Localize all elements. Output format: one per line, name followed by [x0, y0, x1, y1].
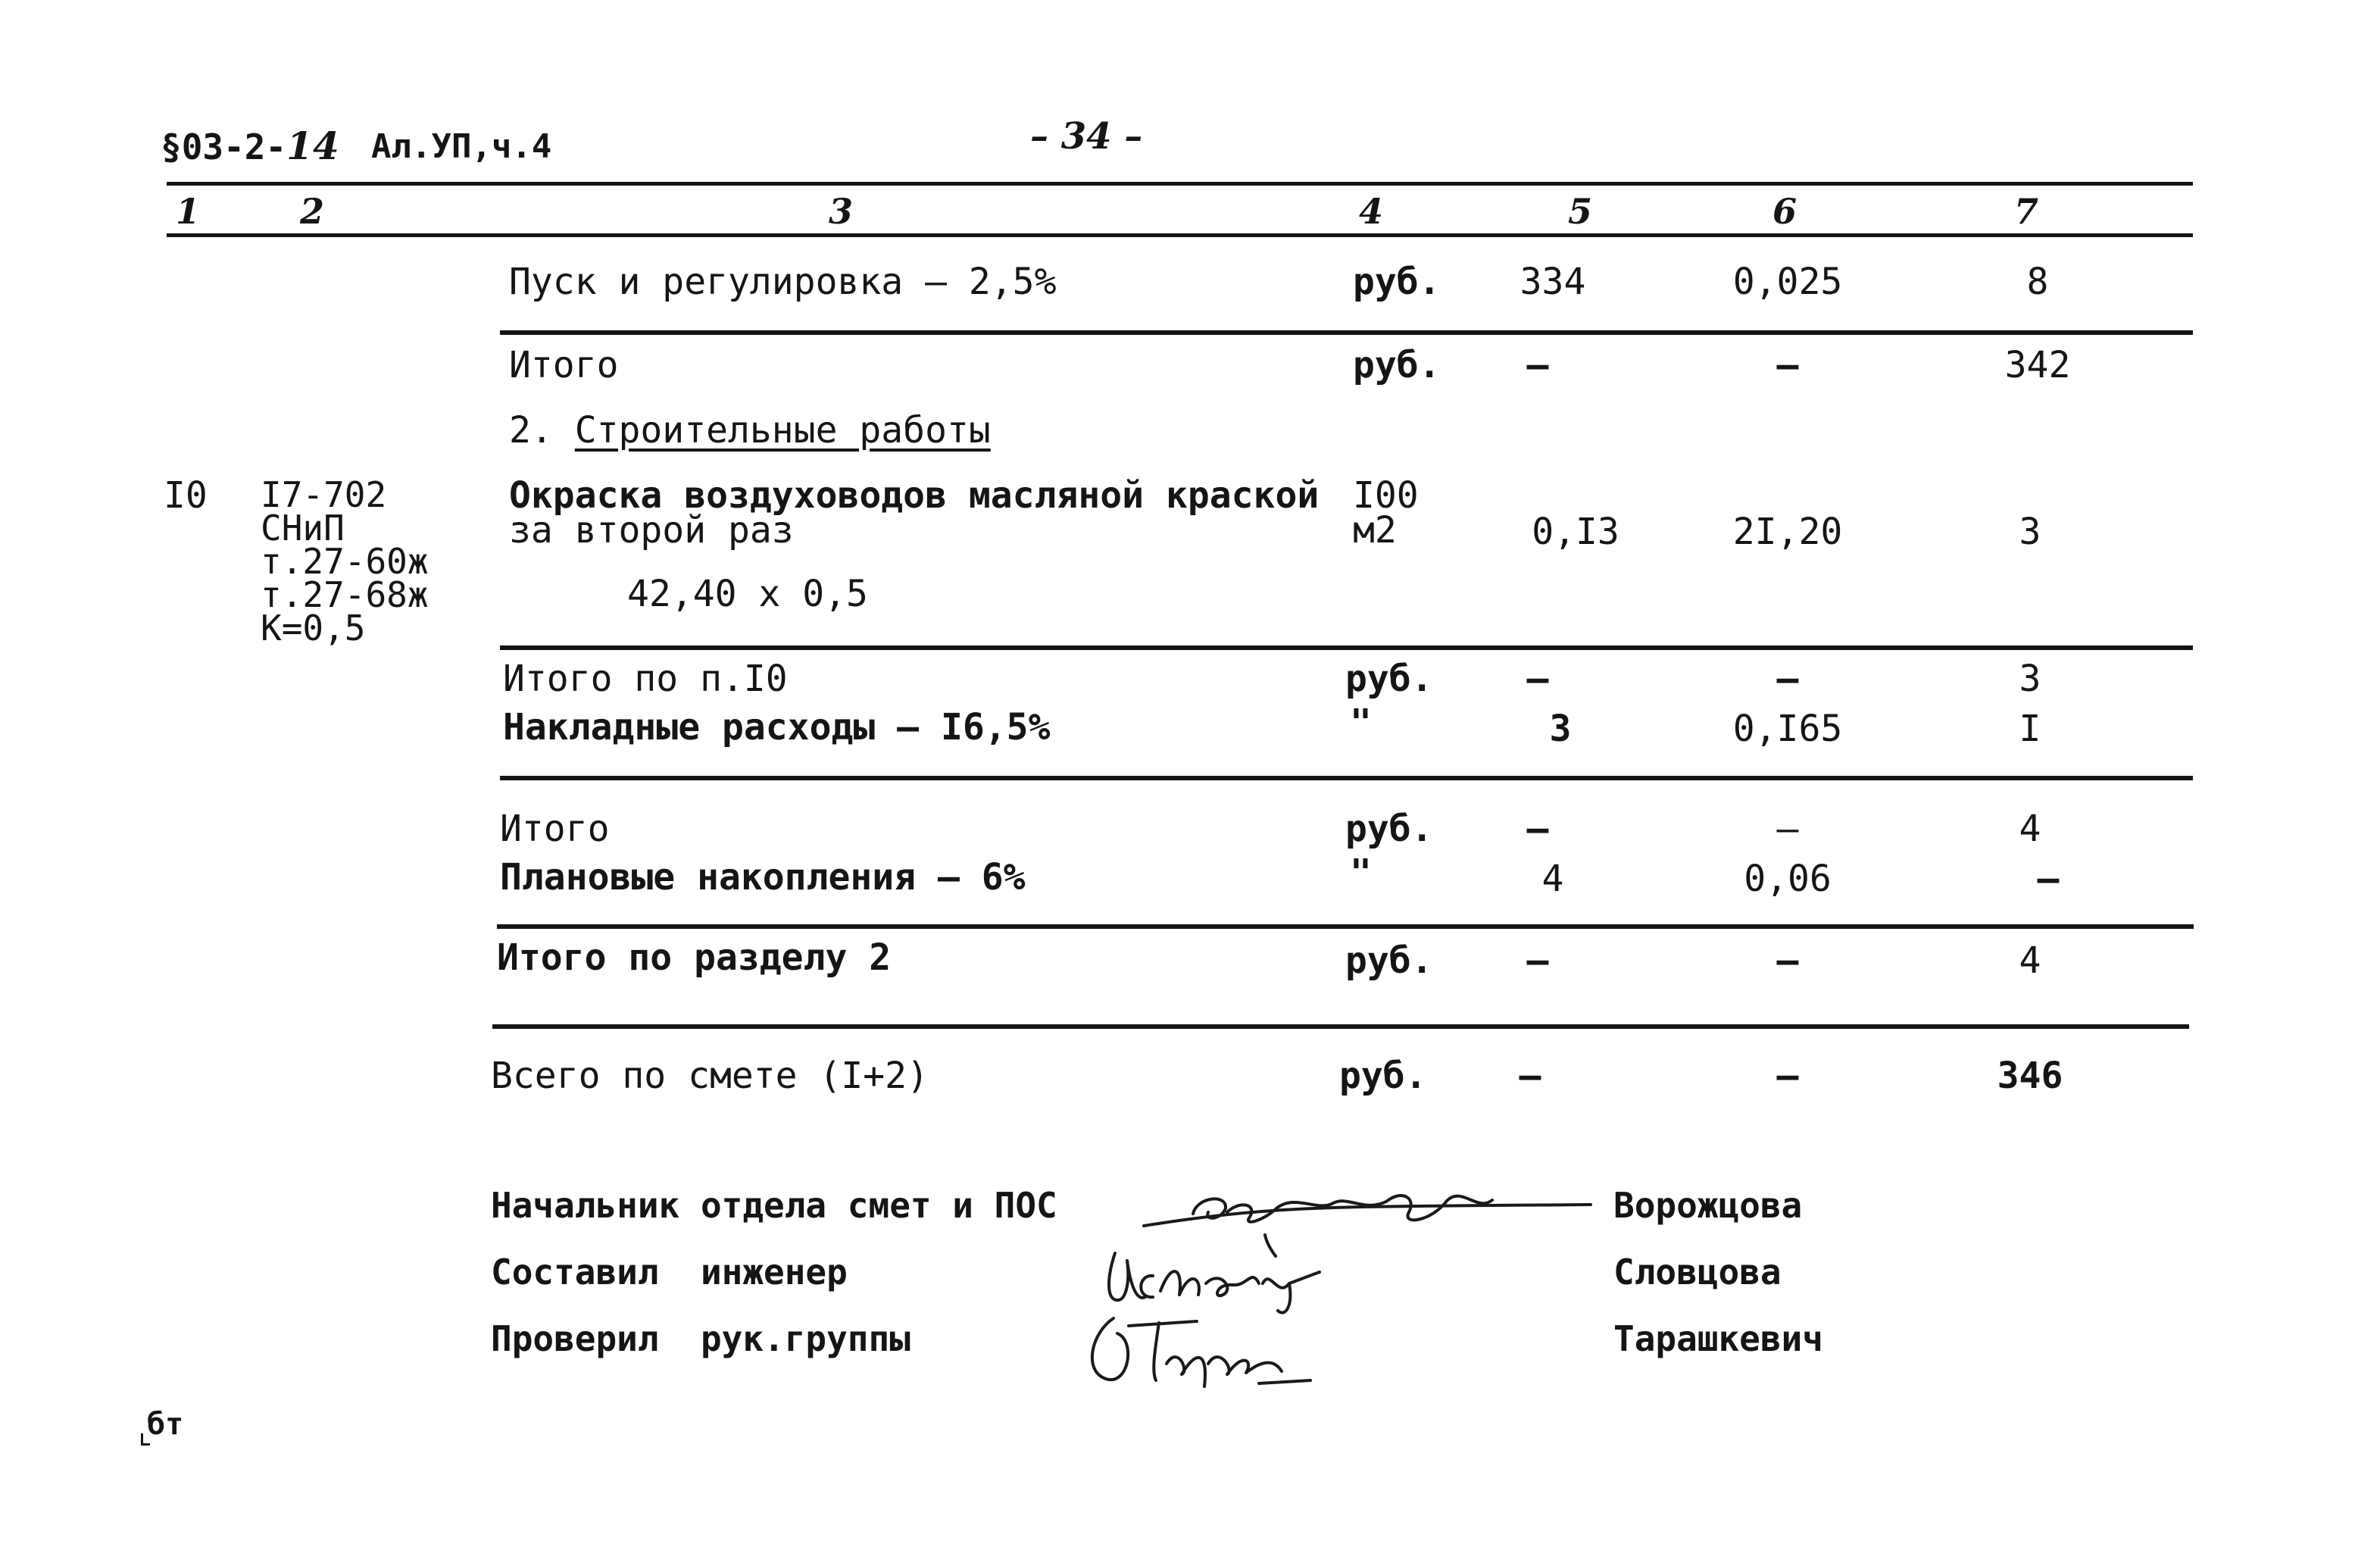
row-itogo-razdel2-total: 4 — [2019, 939, 2041, 982]
row-itogo2-price: – — [1776, 808, 1799, 850]
signature-role-3: Проверил рук.группы — [491, 1318, 910, 1359]
item-10-unit-1: I00 — [1353, 474, 1419, 517]
signature-handwritten-2 — [1100, 1238, 1342, 1321]
row-vsego-unit: руб. — [1339, 1055, 1427, 1097]
signature-handwritten-3 — [1083, 1311, 1326, 1394]
column-number-1: 1 — [175, 191, 200, 232]
row-itogo-p10-quantity: – — [1526, 658, 1549, 700]
header-bottom-rule — [167, 233, 2193, 237]
footer-corner-mark-base — [141, 1443, 150, 1446]
page-number-value: 34 — [1060, 115, 1112, 158]
page-number-dash-left: – — [1030, 115, 1048, 158]
album-reference: Ал.УП,ч.4 — [371, 127, 552, 166]
column-number-5: 5 — [1567, 191, 1592, 232]
section-2-number: 2. — [509, 409, 553, 452]
section-2-heading — [509, 409, 991, 452]
header-top-rule — [167, 182, 2193, 186]
row-pusk-quantity: 334 — [1520, 261, 1586, 303]
row-itogo-razdel2-price: – — [1776, 939, 1799, 982]
row-planovye-description: Плановые накопления – 6% — [500, 856, 1026, 899]
column-number-4: 4 — [1358, 191, 1383, 232]
signature-role-2: Составил инженер — [491, 1252, 848, 1292]
footer-mark: бт — [147, 1407, 184, 1442]
row-planovye-unit: " — [1350, 852, 1372, 894]
row-planovye-price: 0,06 — [1744, 858, 1832, 900]
item-10-number: I0 — [164, 474, 208, 517]
column-number-2: 2 — [299, 191, 324, 232]
row-itogo1-quantity: – — [1526, 344, 1549, 386]
item-10-code-1: I7-702 — [261, 474, 387, 515]
row-itogo2-total: 4 — [2019, 808, 2041, 850]
row-vsego-total: 346 — [1997, 1055, 2063, 1097]
row-itogo-razdel2-quantity: – — [1526, 939, 1549, 982]
row-itogo-p10-price: – — [1776, 658, 1799, 700]
column-number-3: 3 — [828, 191, 853, 232]
row-vsego-description: Всего по смете (I+2) — [491, 1055, 929, 1097]
item-10-unit-2: м2 — [1353, 509, 1397, 552]
rule-after-nakladnye — [500, 776, 2193, 780]
row-pusk-price: 0,025 — [1732, 261, 1843, 303]
row-itogo-razdel2-description: Итого по разделу 2 — [497, 936, 892, 979]
item-10-code-5: К=0,5 — [261, 608, 366, 649]
item-10-total: 3 — [2019, 511, 2041, 553]
page-number-dash-right: – — [1124, 115, 1143, 158]
row-pusk-unit: руб. — [1353, 261, 1441, 303]
row-itogo1-total: 342 — [2004, 344, 2071, 386]
signature-name-2: Словцова — [1613, 1252, 1782, 1292]
rule-after-pusk — [500, 330, 2193, 335]
signature-role-1: Начальник отдела смет и ПОС — [491, 1185, 1057, 1226]
row-itogo-p10-unit: руб. — [1345, 658, 1433, 700]
item-10-formula: 42,40 х 0,5 — [627, 573, 868, 615]
item-10-code-2: СНиП — [261, 508, 345, 549]
row-itogo-p10-description: Итого по п.I0 — [503, 658, 788, 700]
row-planovye-total: – — [2037, 858, 2060, 900]
row-itogo-p10-total: 3 — [2019, 658, 2041, 700]
item-10-quantity: 0,I3 — [1532, 511, 1619, 553]
document-code-prefix: §03-2- — [161, 127, 287, 167]
column-number-7: 7 — [2013, 191, 2038, 232]
rule-after-item-10 — [500, 645, 2193, 650]
row-nakladnye-total: I — [2019, 708, 2041, 750]
row-planovye-quantity: 4 — [1541, 858, 1564, 900]
item-10-description-1: Окраска воздуховодов масляной краской — [509, 474, 1320, 517]
section-2-title: Строительные работы — [574, 409, 991, 452]
row-itogo2-quantity: – — [1526, 808, 1549, 850]
signature-name-3: Тарашкевич — [1613, 1318, 1823, 1359]
row-nakladnye-unit: " — [1350, 702, 1372, 744]
row-itogo1-price: – — [1776, 344, 1799, 386]
rule-after-planovye — [497, 924, 2194, 929]
row-itogo2-unit: руб. — [1345, 808, 1433, 850]
row-nakladnye-description: Накладные расходы – I6,5% — [503, 706, 1051, 749]
column-number-6: 6 — [1772, 191, 1797, 232]
rule-before-vsego — [492, 1024, 2189, 1029]
signature-name-1: Ворожцова — [1613, 1185, 1803, 1226]
row-nakladnye-quantity: 3 — [1549, 708, 1572, 750]
row-vsego-price: – — [1776, 1055, 1799, 1097]
item-10-price: 2I,20 — [1732, 511, 1843, 553]
row-pusk-total: 8 — [2026, 261, 2049, 303]
page-number — [1030, 115, 1143, 158]
row-itogo1-unit: руб. — [1353, 344, 1441, 386]
item-10-description-2: за второй раз — [509, 509, 794, 552]
row-nakladnye-price: 0,I65 — [1732, 708, 1843, 750]
item-10-code-4: т.27-68ж — [261, 574, 429, 615]
row-itogo1-description: Итого — [509, 344, 619, 386]
row-vsego-quantity: – — [1519, 1055, 1541, 1097]
item-10-code-3: т.27-60ж — [261, 541, 429, 582]
row-itogo2-description: Итого — [500, 808, 610, 850]
document-code — [161, 123, 339, 168]
document-code-handwritten: 14 — [286, 123, 339, 168]
row-itogo-razdel2-unit: руб. — [1345, 939, 1433, 982]
row-pusk-description: Пуск и регулировка – 2,5% — [509, 261, 1057, 303]
